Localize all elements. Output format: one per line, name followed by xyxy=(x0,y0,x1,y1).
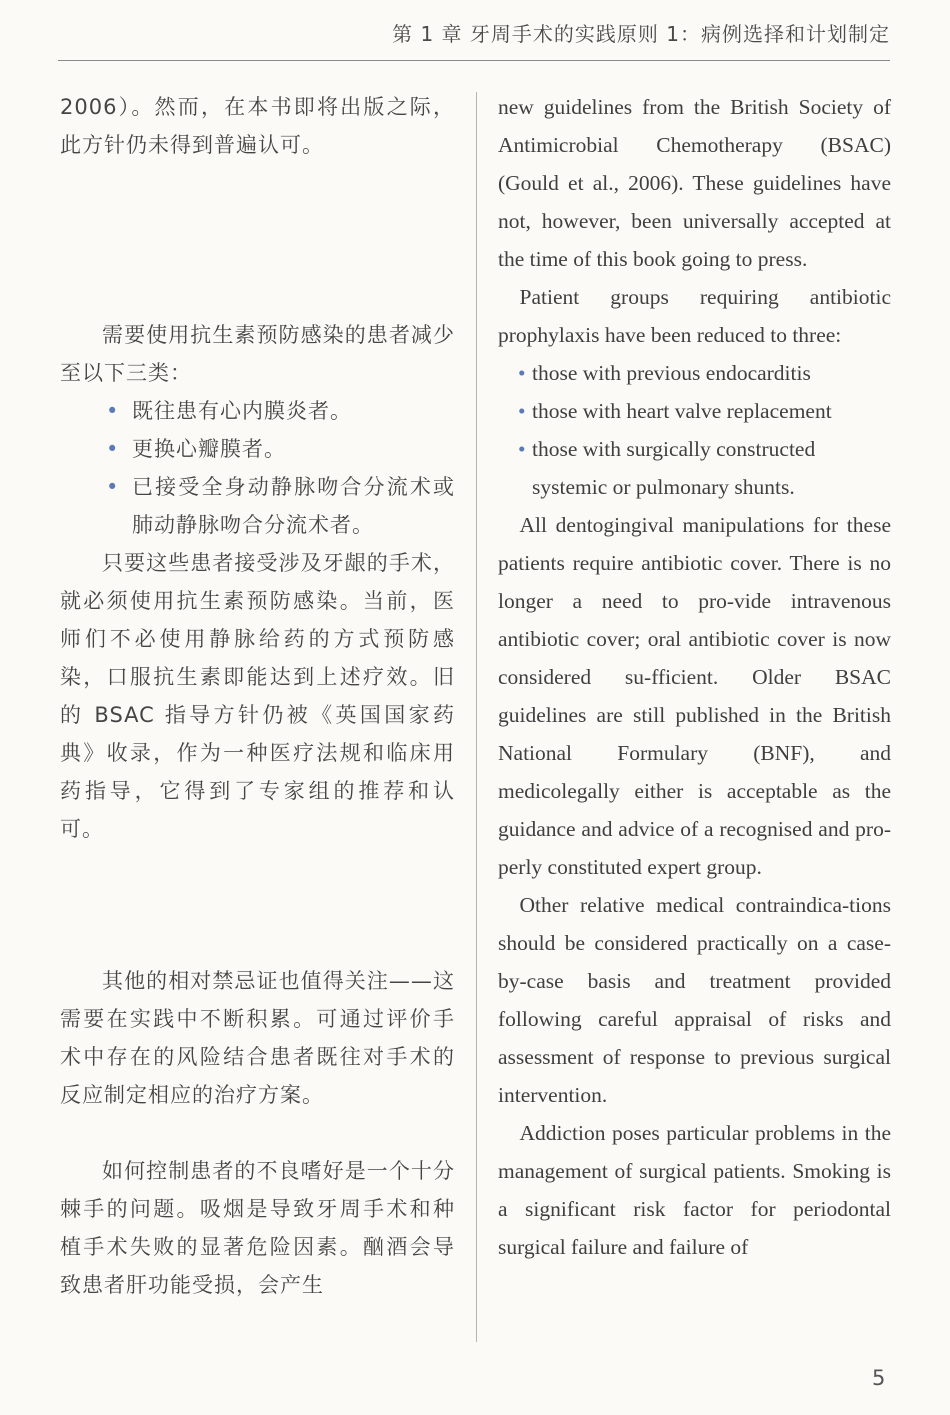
zh-groups-intro: 需要使用抗生素预防感染的患者减少至以下三类： xyxy=(60,323,455,385)
zh-addiction-paragraph: 如何控制患者的不良嗜好是一个十分棘手的问题。吸烟是导致牙周手术和种植手术失败的显著危险因素。酗酒会导致患者肝功能受损，会产生 xyxy=(60,1159,455,1297)
zh-manipulations-paragraph: 只要这些患者接受涉及牙龈的手术，就必须使用抗生素预防感染。当前，医师们不必使用静脉给药的方式预防感染，口服抗生素即能达到上述疗效。旧的 BSAC 指导方针仍被《英国国家药典》收录，作为一种医疗法规和临床用药指导，它得到了专家组的推荐和认可。 xyxy=(60,551,455,841)
en-intro-paragraph: new guidelines from the British Society of Antimicrobial Chemotherapy (BSAC) (Gould et al., 2006). These guidelines have not, however, been universally accepted at the time of this book going to press. xyxy=(498,95,891,271)
bullet-icon: • xyxy=(106,437,120,461)
en-manipulations-paragraph: All dentogingival manipulations for these patients require antibiotic cover. There is no longer a need to pro-vide intravenous antibiotic cover; oral antibiotic cover is now considered su-fficient. Older BSAC guidelines are still published in the British National Formulary (BNF), and medicolegally either is acceptable as the guidance and advice of a recognised and pro-perly constituted expert group. xyxy=(498,513,891,879)
chinese-column xyxy=(60,88,455,1304)
bullet-icon: • xyxy=(518,399,526,423)
en-bullet-item: • those with surgically constructed systemic or pulmonary shunts. xyxy=(498,430,891,506)
bullet-icon: • xyxy=(106,475,120,499)
en-bullet-item: • those with previous endocarditis xyxy=(498,354,891,392)
bullet-icon: • xyxy=(106,399,120,423)
english-column xyxy=(498,88,891,1266)
en-contraindications-paragraph: Other relative medical contraindica-tions should be considered practically on a case-by-case basis and treatment provided following careful appraisal of risks and assessment of response to previous surgical intervention. xyxy=(498,893,891,1107)
bullet-icon: • xyxy=(518,437,526,461)
en-bullet-item: • those with heart valve replacement xyxy=(498,392,891,430)
header-rule xyxy=(58,60,890,61)
column-divider xyxy=(476,92,477,1342)
page-number: 5 xyxy=(872,1366,886,1390)
zh-intro-paragraph: 2006）。然而，在本书即将出版之际，此方针仍未得到普遍认可。 xyxy=(60,95,455,157)
zh-bullet-item: • 更换心瓣膜者。 xyxy=(60,430,455,468)
en-addiction-paragraph: Addiction poses particular problems in the management of surgical patients. Smoking is a significant risk factor for periodontal surgical failure and failure of xyxy=(498,1121,891,1259)
zh-contraindications-paragraph: 其他的相对禁忌证也值得关注——这需要在实践中不断积累。可通过评价手术中存在的风险结合患者既往对手术的反应制定相应的治疗方案。 xyxy=(60,969,455,1107)
zh-bullet-item: • 已接受全身动静脉吻合分流术或肺动静脉吻合分流术者。 xyxy=(60,468,455,544)
en-groups-intro: Patient groups requiring antibiotic prophylaxis have been reduced to three: xyxy=(498,285,891,347)
running-header: 第 1 章 牙周手术的实践原则 1：病例选择和计划制定 xyxy=(392,22,890,46)
zh-bullet-item: • 既往患有心内膜炎者。 xyxy=(60,392,455,430)
bullet-icon: • xyxy=(518,361,526,385)
